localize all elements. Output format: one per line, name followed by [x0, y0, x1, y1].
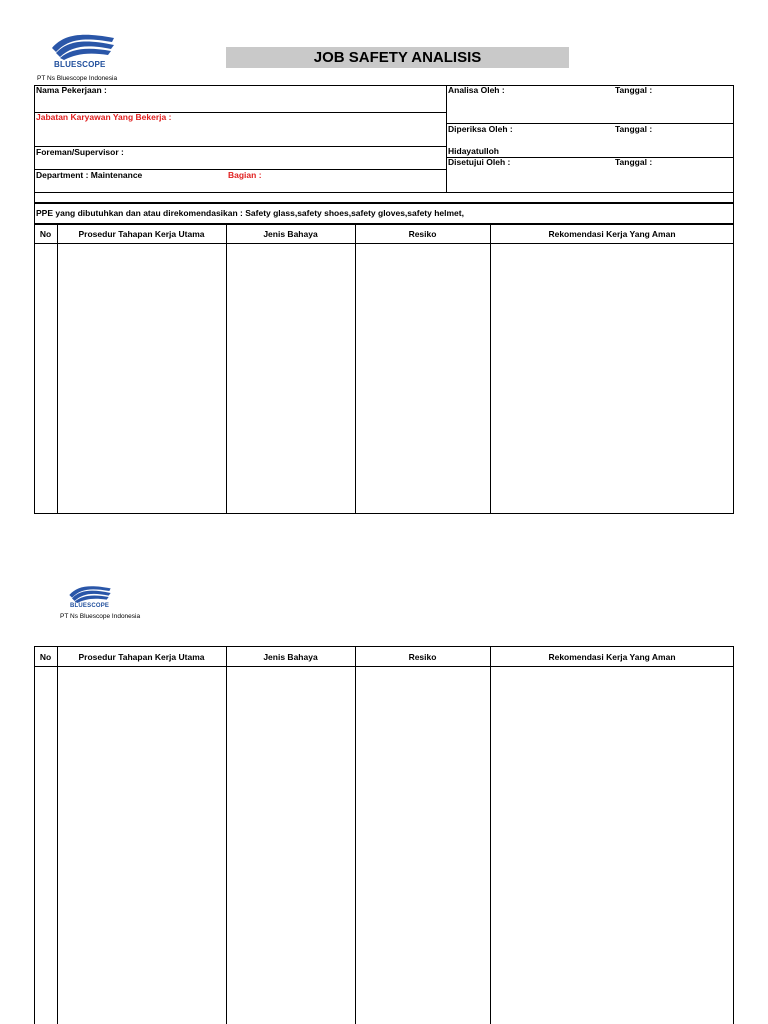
analisa-oleh-label: Analisa Oleh : — [448, 85, 505, 95]
col-resiko-header-2: Resiko — [408, 652, 437, 662]
tanggal-label-3: Tanggal : — [615, 157, 653, 167]
col-prosedur-header-2: Prosedur Tahapan Kerja Utama — [78, 652, 205, 662]
col-no-header-2: No — [39, 652, 52, 662]
brand-name-2: BLUESCOPE — [70, 603, 110, 609]
header-form — [34, 85, 734, 203]
jsa-table-2 — [34, 646, 35, 1024]
jsa-table-1 — [34, 224, 734, 514]
col-jenis-bahaya-header: Jenis Bahaya — [263, 229, 318, 239]
bluescope-waves-icon — [66, 583, 114, 603]
bluescope-logo-2 — [66, 583, 118, 611]
col-jenis-bahaya-header-2: Jenis Bahaya — [263, 652, 318, 662]
jabatan-label: Jabatan Karyawan Yang Bekerja : — [36, 112, 172, 122]
tanggal-label-1: Tanggal : — [615, 85, 653, 95]
bluescope-logo — [48, 30, 118, 72]
hidayatulloh-text: Hidayatulloh — [448, 146, 500, 156]
page-title: JOB SAFETY ANALISIS — [226, 47, 569, 68]
col-no-header: No — [39, 229, 52, 239]
tanggal-label-2: Tanggal : — [615, 124, 653, 134]
ppe-text: PPE yang dibutuhkan dan atau direkomendasikan : Safety glass,safety shoes,safety gloves,safety helmet, — [36, 208, 464, 218]
company-name: PT Ns Bluescope Indonesia — [37, 75, 118, 82]
col-rekomendasi-header-2: Rekomendasi Kerja Yang Aman — [548, 652, 676, 662]
col-rekomendasi-header: Rekomendasi Kerja Yang Aman — [548, 229, 676, 239]
disetujui-oleh-label: Disetujui Oleh : — [448, 157, 511, 167]
col-prosedur-header: Prosedur Tahapan Kerja Utama — [78, 229, 205, 239]
brand-name: BLUESCOPE — [54, 60, 106, 69]
diperiksa-oleh-label: Diperiksa Oleh : — [448, 124, 513, 134]
bluescope-waves-icon — [48, 30, 118, 60]
col-resiko-header: Resiko — [408, 229, 437, 239]
department-label: Department : Maintenance — [36, 170, 143, 180]
nama-pekerjaan-label: Nama Pekerjaan : — [36, 85, 107, 95]
company-name-2: PT Ns Bluescope Indonesia — [60, 613, 141, 620]
bagian-label: Bagian : — [228, 170, 262, 180]
foreman-label: Foreman/Supervisor : — [36, 147, 124, 157]
